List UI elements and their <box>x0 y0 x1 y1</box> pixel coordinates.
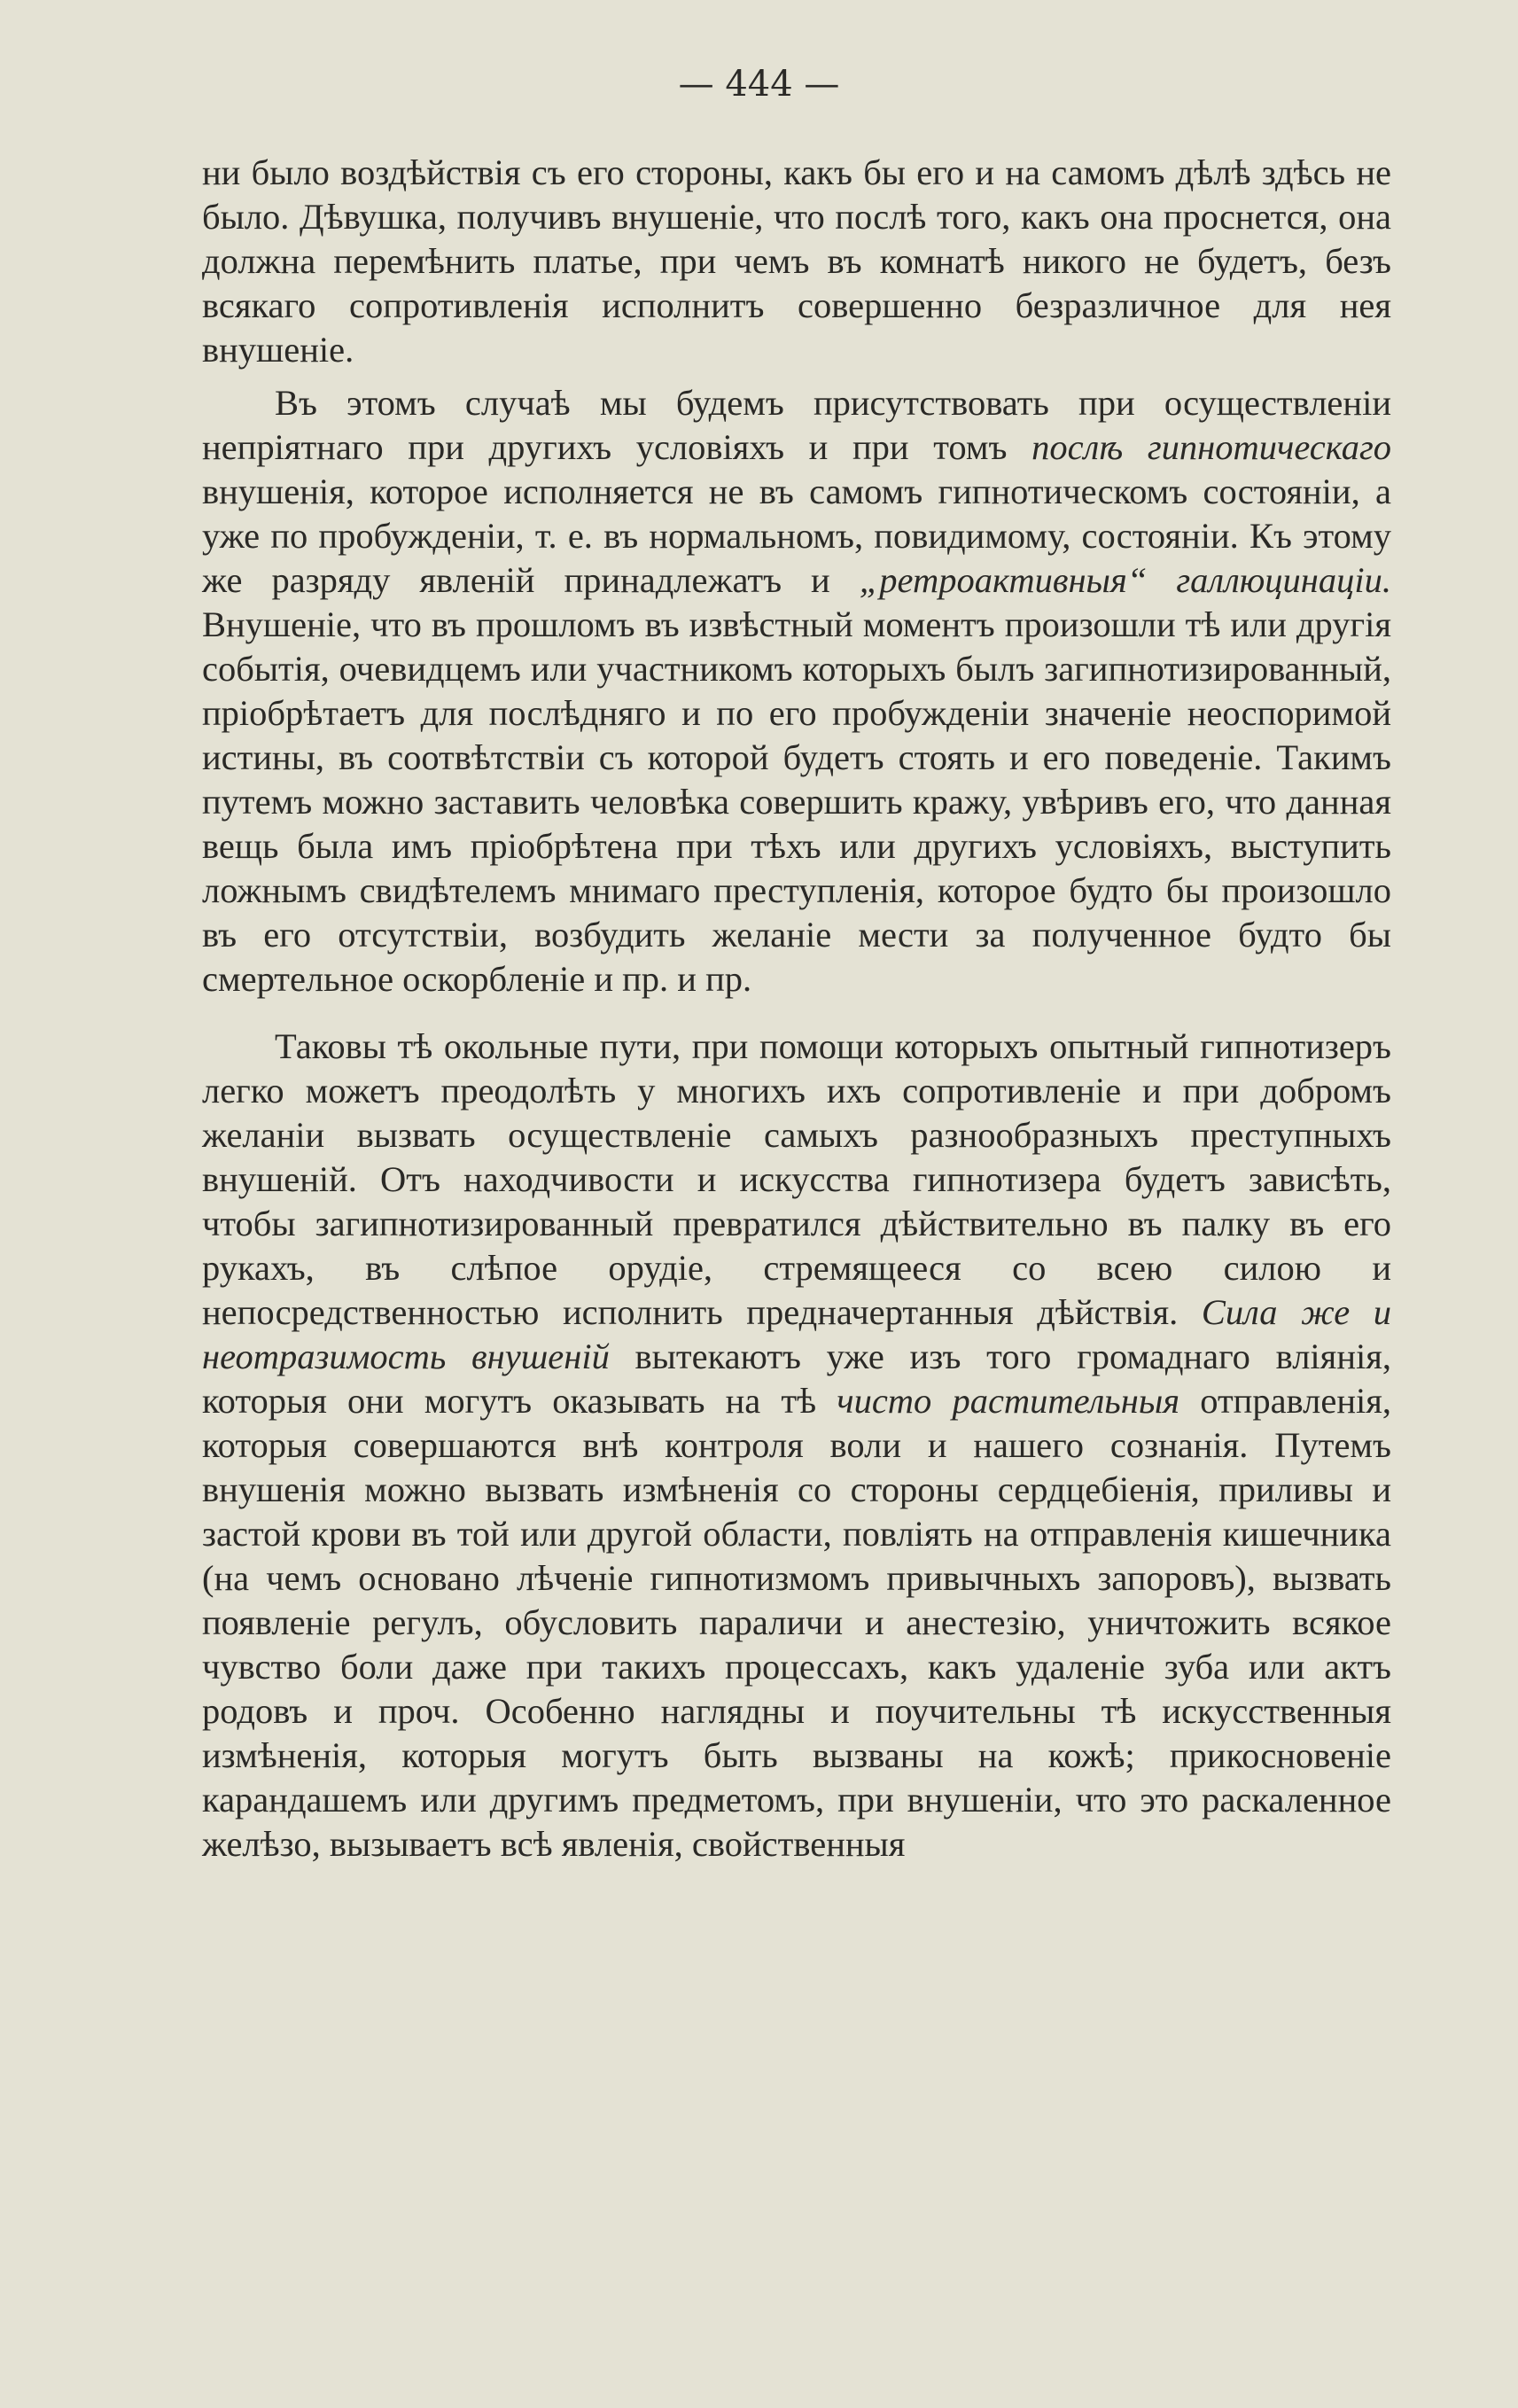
italic-text-segment: чисто растительныя <box>837 1381 1180 1421</box>
italic-text-segment: Сила же и неотразимость внушеній <box>202 1292 1392 1376</box>
text-segment: Таковы тѣ окольные пути, при помощи которыхъ опытный гипнотизеръ легко можетъ преодолѣть у многихъ ихъ сопротивленіе и при добромъ желаніи вызвать осуществленіе самыхъ разнообразныхъ преступныхъ внушеній. Отъ находчивости и искусства гипнотизера будетъ зависѣть, чтобы загипнотизированный превратился дѣйствительно въ палку въ его рукахъ, въ слѣпое орудіе, стремящееся со всею силою и непосредственностью исполнить предначертанныя дѣйствія. <box>202 1026 1391 1332</box>
text-segment: вытекаютъ уже изъ того громаднаго вліянія, которыя они могутъ оказывать на тѣ <box>202 1336 1391 1421</box>
text-segment: Внушеніе, что въ прошломъ въ извѣстный моментъ произошли тѣ или другія событія, очевидцемъ или участникомъ которыхъ былъ загипнотизированный, пріобрѣтаетъ для послѣдняго и по его пробужденіи значеніе неоспоримой истины, въ соотвѣтствіи съ которой будетъ стоять и его поведеніе. Такимъ путемъ можно заставить человѣка совершить кражу, увѣривъ его, что данная вещь была имъ пріобрѣтена при тѣхъ или другихъ условіяхъ, выступить ложнымъ свидѣтелемъ мнимаго преступленія, которое будто бы произошло въ его отсутствіи, возбудить желаніе мести за полученное будто бы смертельное оскорбленіе и пр. и пр. <box>202 604 1391 999</box>
text-segment: отправленія, которыя совершаются внѣ контроля воли и нашего сознанія. Путемъ внушенія можно вызвать измѣненія со стороны сердцебіенія, приливы и застой крови въ той или другой области, повліять на отправленія кишечника (на чемъ основано лѣченіе гипнотизмомъ привычныхъ запоровъ), вызвать появленіе регулъ, обусловить параличи и анестезію, уничтожить всякое чувство боли даже при такихъ процессахъ, какъ удаленіе зуба или актъ родовъ и проч. Особенно наглядны и поучительны тѣ искусственныя измѣненія, которыя могутъ быть вызваны на кожѣ; прикосновеніе карандашемъ или другимъ предметомъ, при внушеніи, что это раскаленное желѣзо, вызываетъ всѣ явленія, свойственныя <box>202 1381 1391 1864</box>
italic-text-segment: „ретроактивныя“ галлюцинаціи. <box>859 560 1392 600</box>
page-number: — 444 — <box>678 64 840 105</box>
body-text <box>202 151 1391 1866</box>
paragraph-1 <box>202 151 1391 372</box>
text-segment: Въ этомъ случаѣ мы будемъ присутствовать при осуществленіи непріятнаго при другихъ условіяхъ и при томъ <box>202 383 1391 467</box>
text-segment: внушенія, которое исполняется не въ самомъ гипнотическомъ состояніи, а уже по пробужденіи, т. е. въ нормальномъ, повидимому, состояніи. Къ этому же разряду явленій принадлежатъ и <box>202 471 1391 600</box>
paragraph-3 <box>202 1025 1391 1866</box>
text-segment: ни было воздѣйствія съ его стороны, какъ бы его и на самомъ дѣлѣ здѣсь не было. Дѣвушка, получивъ внушеніе, что послѣ того, какъ она проснется, она должна перемѣнить платье, при чемъ въ комнатѣ никого не будетъ, безъ всякаго сопротивленія исполнитъ совершенно безразличное для нея внушеніе. <box>202 152 1391 370</box>
italic-text-segment: послѣ гипнотическаго <box>1031 427 1391 467</box>
paragraph-2 <box>202 381 1391 1001</box>
